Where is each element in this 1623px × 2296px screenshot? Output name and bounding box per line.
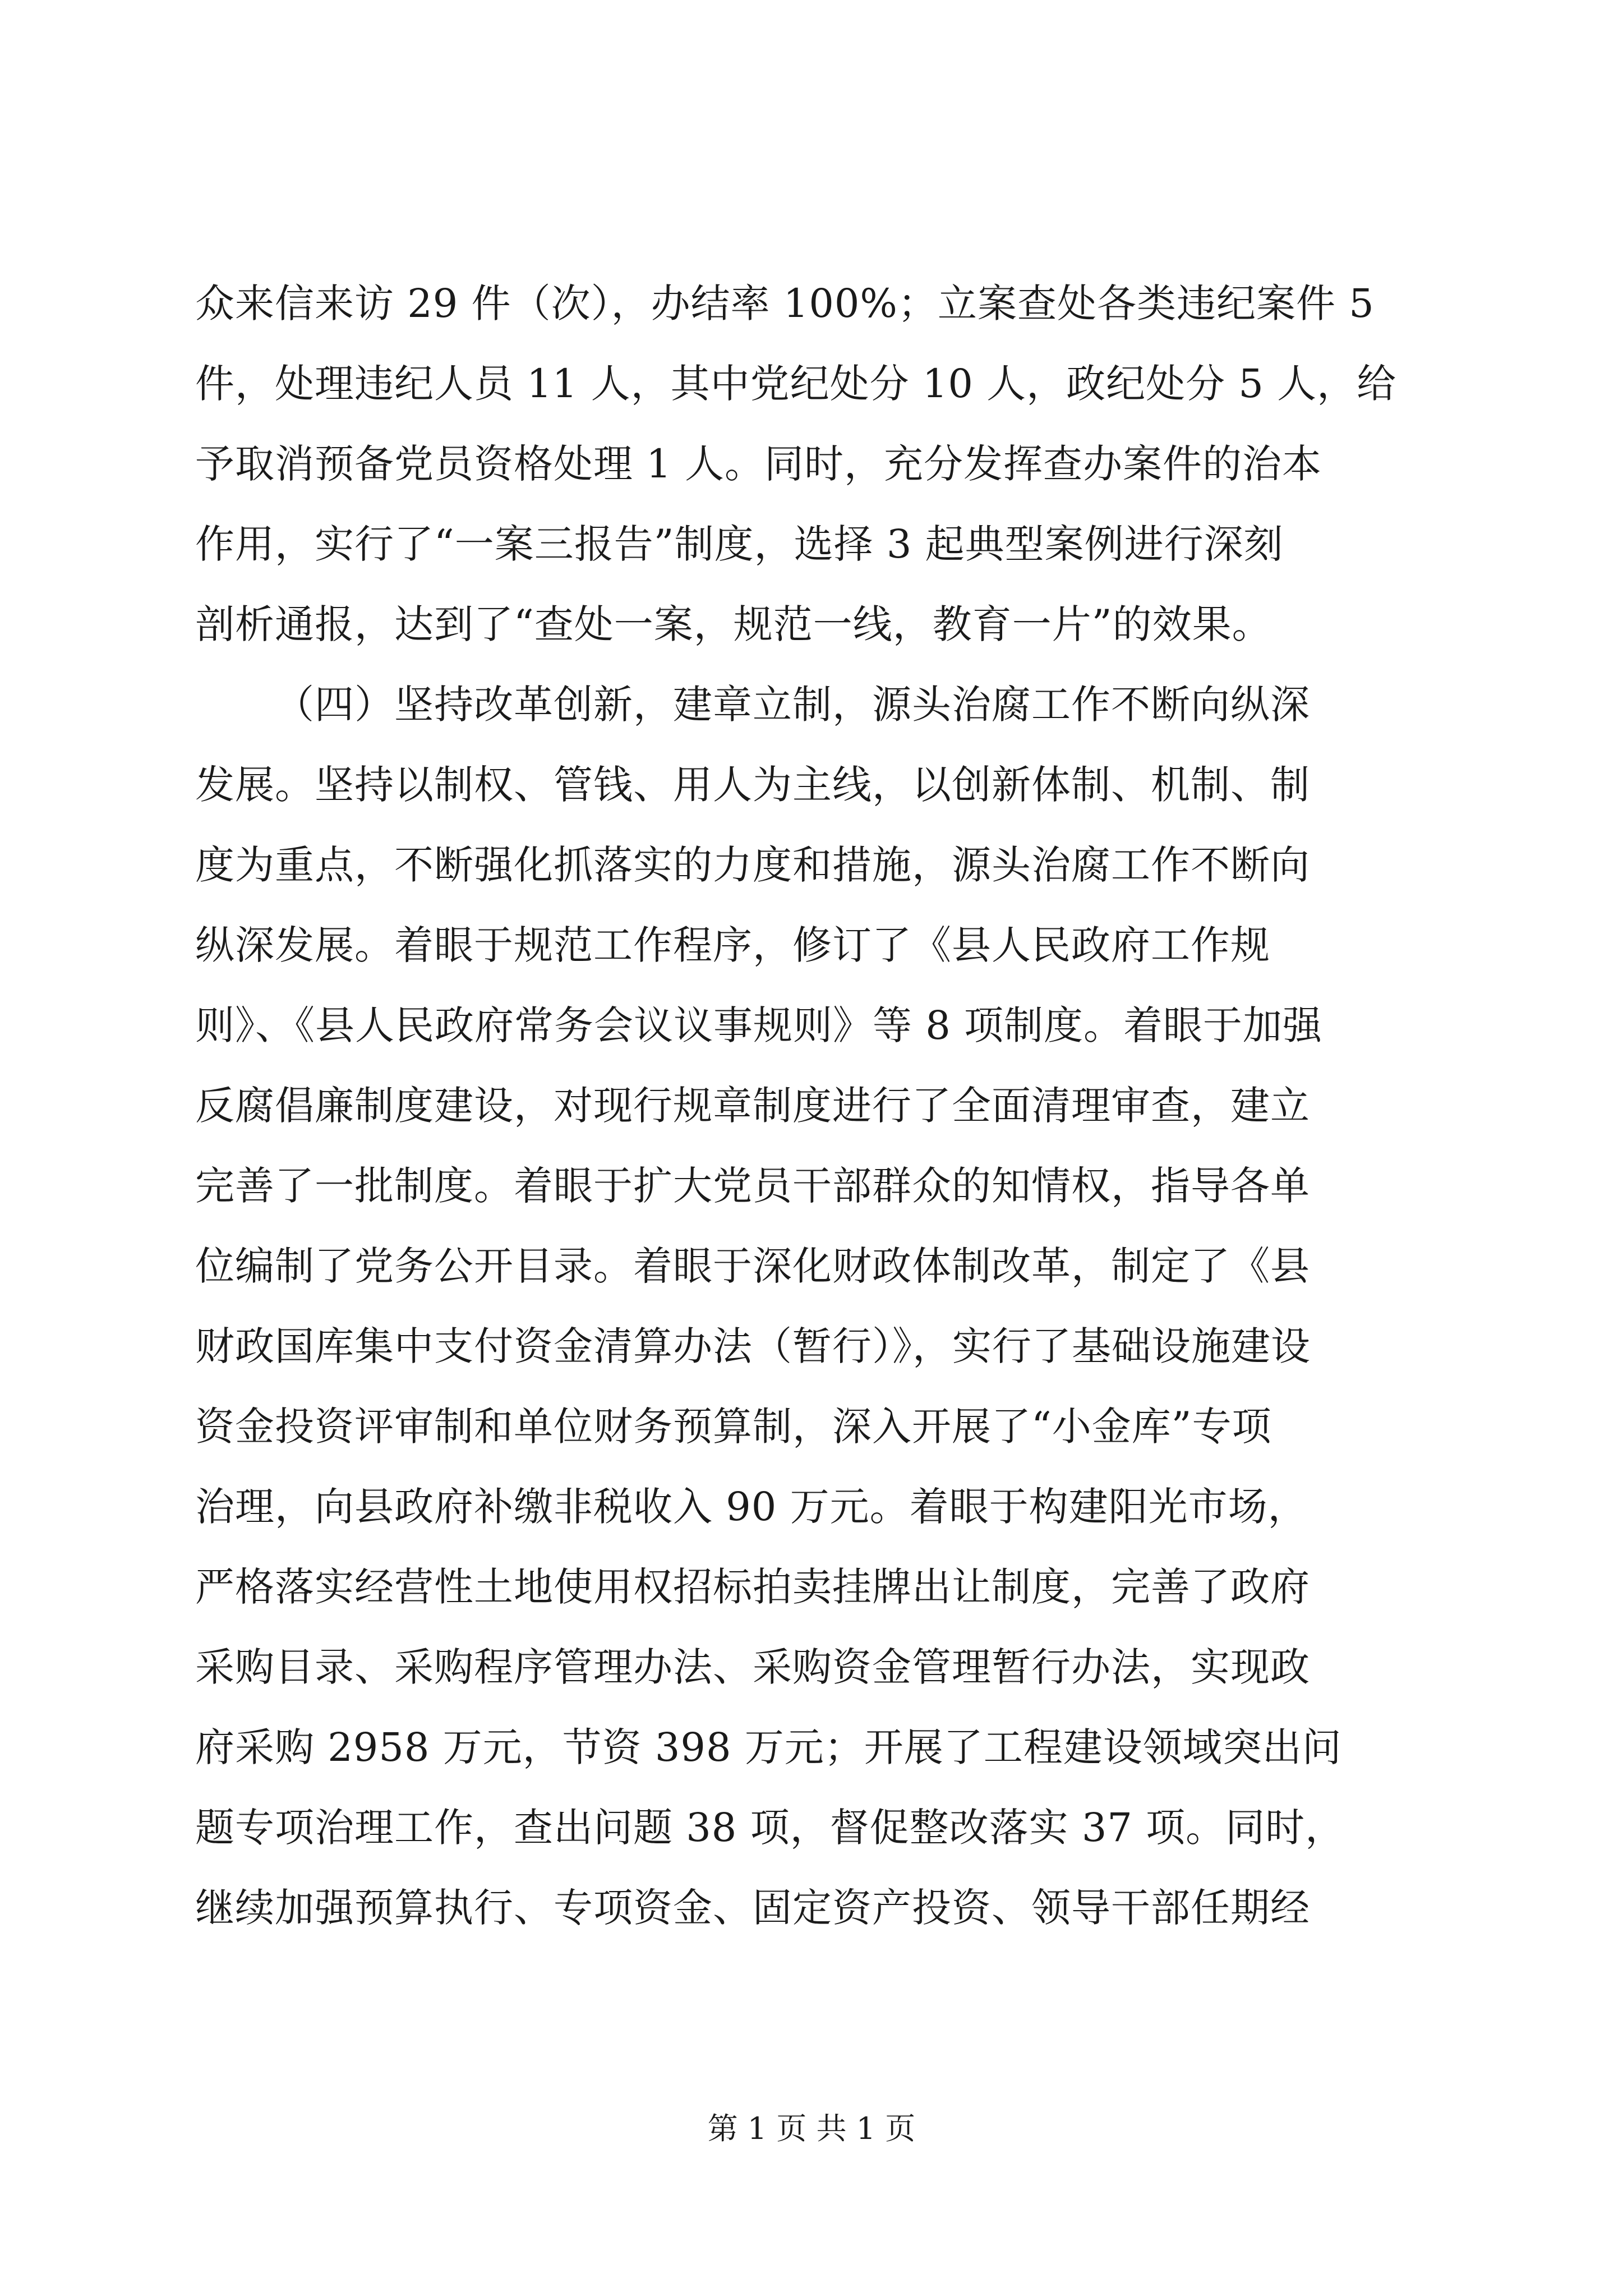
text-line: 严格落实经营性土地使用权招标拍卖挂牌出让制度，完善了政府	[195, 1564, 1310, 1610]
paragraph-heading-line: （四）坚持改革创新，建章立制，源头治腐工作不断向纵深	[275, 682, 1310, 728]
body-text	[195, 264, 1429, 1948]
text-line: 府采购 2958 万元，节资 398 万元；开展了工程建设领域突出问	[195, 1724, 1342, 1770]
text-line: 予取消预备党员资格处理 1 人。同时，充分发挥查办案件的治本	[195, 441, 1322, 487]
text-line: 则》、《县人民政府常务会议议事规则》等 8 项制度。着眼于加强	[195, 1002, 1323, 1048]
text-line: 件，处理违纪人员 11 人，其中党纪处分 10 人，政纪处分 5 人，给	[195, 361, 1397, 407]
text-line: 众来信来访 29 件（次），办结率 100%；立案查处各类违纪案件 5	[195, 280, 1375, 326]
text-line: 纵深发展。着眼于规范工作程序，修订了《县人民政府工作规	[195, 922, 1270, 968]
text-line: 位编制了党务公开目录。着眼于深化财政体制改革，制定了《县	[195, 1243, 1310, 1289]
text-line: 资金投资评审制和单位财务预算制，深入开展了“小金库”专项	[195, 1404, 1272, 1450]
text-line: 发展。坚持以制权、管钱、用人为主线，以创新体制、机制、制	[195, 762, 1310, 808]
text-line: 反腐倡廉制度建设，对现行规章制度进行了全面清理审查，建立	[195, 1083, 1310, 1129]
text-line: 度为重点，不断强化抓落实的力度和措施，源头治腐工作不断向	[195, 842, 1310, 888]
text-line: 题专项治理工作，查出问题 38 项，督促整改落实 37 项。同时，	[195, 1805, 1345, 1851]
text-line: 作用，实行了“一案三报告”制度，选择 3 起典型案例进行深刻	[195, 521, 1284, 567]
text-line: 采购目录、采购程序管理办法、采购资金管理暂行办法，实现政	[195, 1644, 1310, 1690]
text-line: 剖析通报，达到了“查处一案，规范一线，教育一片”的效果。	[195, 601, 1272, 647]
text-line: 治理，向县政府补缴非税收入 90 万元。着眼于构建阳光市场，	[195, 1484, 1308, 1530]
text-line: 继续加强预算执行、专项资金、固定资产投资、领导干部任期经	[195, 1885, 1310, 1931]
page-number-footer: 第 1 页 共 1 页	[707, 2111, 916, 2146]
text-line: 完善了一批制度。着眼于扩大党员干部群众的知情权，指导各单	[195, 1163, 1310, 1209]
text-line: 财政国库集中支付资金清算办法（暂行）》，实行了基础设施建设	[195, 1323, 1311, 1369]
